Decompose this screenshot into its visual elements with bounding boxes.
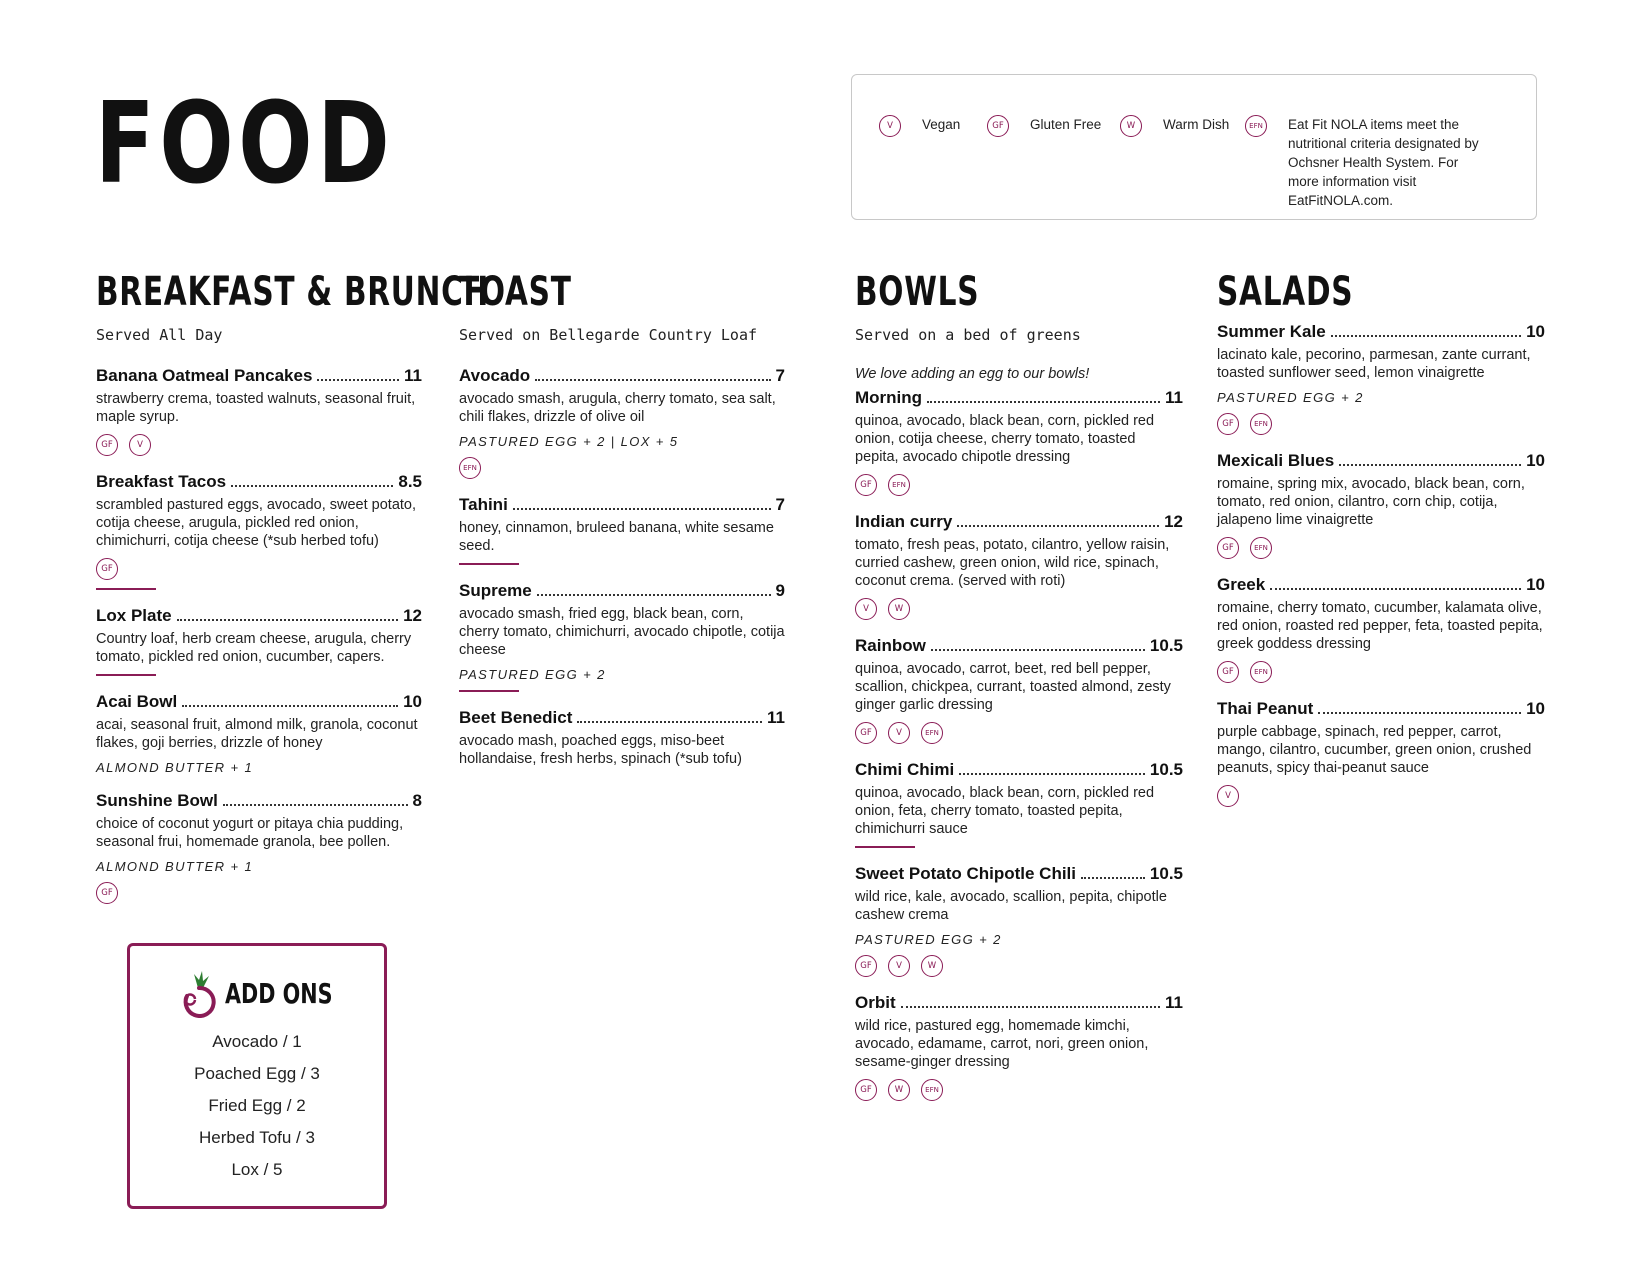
menu-item-description: quinoa, avocado, black bean, corn, pickled red onion, cotija cheese, cherry tomato, toasted pepita, avocado chipotle dressing: [855, 413, 1155, 465]
section-subtitle: Served on a bed of greens: [855, 326, 1081, 344]
section-toast: [459, 269, 785, 768]
section-title: BREAKFAST & BRUNCH: [96, 269, 490, 315]
menu-item-price: 12: [1164, 512, 1183, 531]
menu-item-name: Beet Benedict: [459, 708, 573, 727]
menu-item-description: quinoa, avocado, carrot, beet, red bell pepper, scallion, chickpea, currant, toasted almond, zesty ginger garlic dressing: [855, 661, 1171, 713]
add-ons-list: [130, 1026, 384, 1186]
dietary-icons: [855, 722, 1183, 744]
menu-item-header: [459, 708, 785, 728]
eat-fit-nola-icon: EFN: [1245, 115, 1267, 137]
menu-item-name: Thai Peanut: [1217, 699, 1314, 718]
dietary-legend: [851, 74, 1537, 220]
menu-item-description: acai, seasonal fruit, almond milk, granola, coconut flakes, goji berries, drizzle of honey: [96, 717, 418, 751]
dot-leader: [513, 508, 771, 510]
menu-item-price: 7: [775, 495, 785, 514]
menu-item: [459, 581, 785, 682]
legend-efn-label: Eat Fit NOLA items meet the nutritional criteria designated by Ochsner Health System. For more information visit EatFitNOLA.com.: [1288, 117, 1479, 208]
menu-item-price: 10.5: [1149, 864, 1183, 883]
menu-item: [855, 512, 1183, 620]
menu-item-price: 10: [403, 692, 422, 711]
legend-gluten-free: [987, 115, 1101, 137]
menu-item-price: 10.5: [1149, 760, 1183, 779]
legend-vegan-label: Vegan: [922, 117, 961, 132]
menu-item-description: wild rice, kale, avocado, scallion, pepita, chipotle cashew crema: [855, 889, 1167, 923]
menu-item-description: avocado mash, poached eggs, miso-beet hollandaise, fresh herbs, spinach (*sub tofu): [459, 733, 742, 767]
menu-item-header: [855, 864, 1183, 884]
menu-item-price: 11: [1165, 993, 1183, 1012]
menu-item-price: 11: [1165, 388, 1183, 407]
add-on-item: Fried Egg / 2: [208, 1096, 306, 1115]
menu-item: [855, 993, 1183, 1101]
menu-item-header: [1217, 322, 1545, 342]
menu-item-description: choice of coconut yogurt or pitaya chia pudding, seasonal frui, homemade granola, bee pollen.: [96, 816, 404, 850]
dot-leader: [1318, 712, 1521, 714]
section-divider: [96, 588, 156, 590]
menu-item-header: [96, 692, 422, 712]
vegan-icon: V: [1217, 785, 1239, 807]
menu-item-addon: PASTURED EGG + 2: [459, 667, 606, 682]
menu-item: [1217, 451, 1545, 559]
dietary-icons: [1217, 785, 1545, 807]
menu-item-price: 10: [1526, 575, 1545, 594]
menu-item-name: Mexicali Blues: [1217, 451, 1335, 470]
menu-item: [855, 388, 1183, 496]
warm-dish-icon: W: [921, 955, 943, 977]
menu-item: [96, 791, 422, 904]
menu-item-name: Lox Plate: [96, 606, 172, 625]
menu-item-header: [855, 636, 1183, 656]
dietary-icons: [1217, 413, 1545, 435]
dot-leader: [1081, 877, 1145, 879]
menu-item: [96, 366, 422, 456]
menu-item-description: honey, cinnamon, bruleed banana, white sesame seed.: [459, 520, 774, 554]
menu-item-name: Banana Oatmeal Pancakes: [96, 366, 313, 385]
warm-dish-icon: W: [888, 598, 910, 620]
menu-item: [1217, 575, 1545, 683]
legend-gluten-free-label: Gluten Free: [1030, 117, 1102, 132]
warm-dish-icon: W: [888, 1079, 910, 1101]
dot-leader: [957, 525, 1159, 527]
warm-dish-icon: W: [1120, 115, 1142, 137]
add-on-item: Lox / 5: [231, 1160, 283, 1179]
menu-item-description: strawberry crema, toasted walnuts, seasonal fruit, maple syrup.: [96, 391, 416, 425]
dietary-icons: [855, 598, 1183, 620]
legend-efn: [1245, 115, 1488, 210]
menu-item-description: Country loaf, herb cream cheese, arugula, cherry tomato, pickled red onion, cucumber, capers.: [96, 631, 412, 665]
dot-leader: [535, 379, 770, 381]
section-divider: [459, 690, 519, 692]
menu-item-list: [1217, 322, 1545, 807]
gluten-free-icon: GF: [987, 115, 1009, 137]
dot-leader: [231, 485, 393, 487]
menu-item-name: Sweet Potato Chipotle Chili: [855, 864, 1077, 883]
dietary-icons: [855, 955, 1183, 977]
menu-item-price: 7: [775, 366, 785, 385]
gluten-free-icon: GF: [855, 1079, 877, 1101]
menu-item: [96, 606, 422, 666]
eat-fit-nola-icon: EFN: [459, 457, 481, 479]
section-subtitle: Served on Bellegarde Country Loaf: [459, 326, 758, 344]
gluten-free-icon: GF: [96, 882, 118, 904]
legend-warm: [1120, 115, 1229, 137]
menu-item-description: avocado smash, fried egg, black bean, corn, cherry tomato, chimichurri, avocado chipotle, cotija cheese: [459, 606, 785, 658]
menu-item-list: [459, 366, 785, 768]
vegan-icon: V: [888, 722, 910, 744]
menu-item: [96, 692, 422, 775]
menu-item-header: [855, 512, 1183, 532]
dot-leader: [182, 705, 398, 707]
gluten-free-icon: GF: [96, 558, 118, 580]
dot-leader: [1331, 335, 1521, 337]
menu-item-price: 8.5: [398, 472, 422, 491]
section-title: SALADS: [1217, 269, 1354, 315]
menu-item: [855, 760, 1183, 838]
add-on-item: Poached Egg / 3: [194, 1064, 320, 1083]
eat-fit-nola-icon: EFN: [1250, 413, 1272, 435]
menu-item-header: [459, 366, 785, 386]
beet-logo-icon: [179, 968, 219, 1018]
menu-item: [1217, 699, 1545, 807]
eat-fit-nola-icon: EFN: [888, 474, 910, 496]
dietary-icons: [96, 882, 422, 904]
menu-item-header: [459, 495, 785, 515]
gluten-free-icon: GF: [1217, 537, 1239, 559]
dietary-icons: [1217, 537, 1545, 559]
vegan-icon: V: [879, 115, 901, 137]
section-bowls: [855, 269, 1183, 1101]
menu-item-header: [1217, 451, 1545, 471]
menu-item-name: Avocado: [459, 366, 531, 385]
menu-item-name: Summer Kale: [1217, 322, 1326, 341]
eat-fit-nola-icon: EFN: [1250, 537, 1272, 559]
dietary-icons: [1217, 661, 1545, 683]
dot-leader: [317, 379, 399, 381]
dot-leader: [537, 594, 771, 596]
menu-item: [855, 636, 1183, 744]
gluten-free-icon: GF: [96, 434, 118, 456]
menu-item: [459, 366, 785, 479]
add-ons-box: [127, 943, 387, 1209]
menu-item-price: 10.5: [1149, 636, 1183, 655]
menu-item-header: [459, 581, 785, 601]
menu-item-list: [855, 388, 1183, 1101]
menu-item-name: Indian curry: [855, 512, 953, 531]
menu-item-price: 12: [403, 606, 422, 625]
menu-item-header: [96, 366, 422, 386]
add-ons-title: ADD ONS: [225, 976, 333, 1010]
section-divider: [459, 563, 519, 565]
gluten-free-icon: GF: [1217, 661, 1239, 683]
menu-item-header: [1217, 699, 1545, 719]
eat-fit-nola-icon: EFN: [921, 1079, 943, 1101]
menu-item-addon: PASTURED EGG + 2 | LOX + 5: [459, 434, 679, 449]
menu-item-description: purple cabbage, spinach, red pepper, carrot, mango, cilantro, cucumber, green onion, crushed peanuts, spicy thai-peanut sauce: [1217, 724, 1532, 776]
menu-item-price: 9: [775, 581, 785, 600]
menu-item-header: [1217, 575, 1545, 595]
menu-item-list: [96, 366, 422, 904]
menu-item-description: scrambled pastured eggs, avocado, sweet potato, cotija cheese, arugula, pickled red onion, chimichurri, cotija cheese (*sub herbed tofu): [96, 497, 416, 549]
section-title: TOAST: [459, 269, 572, 315]
gluten-free-icon: GF: [855, 722, 877, 744]
menu-item-name: Orbit: [855, 993, 896, 1012]
menu-item-description: avocado smash, arugula, cherry tomato, sea salt, chili flakes, drizzle of olive oil: [459, 391, 776, 425]
menu-item-header: [96, 472, 422, 492]
menu-item-description: quinoa, avocado, black bean, corn, pickled red onion, feta, cherry tomato, toasted pepita, chimichurri sauce: [855, 785, 1155, 837]
menu-item-name: Greek: [1217, 575, 1266, 594]
menu-item-header: [96, 606, 422, 626]
menu-item-name: Chimi Chimi: [855, 760, 955, 779]
dietary-icons: [855, 474, 1183, 496]
add-on-item: Herbed Tofu / 3: [199, 1128, 315, 1147]
section-note: We love adding an egg to our bowls!: [855, 366, 1090, 382]
menu-item-price: 10: [1526, 699, 1545, 718]
menu-item-addon: ALMOND BUTTER + 1: [96, 859, 254, 874]
vegan-icon: V: [129, 434, 151, 456]
dot-leader: [931, 649, 1145, 651]
menu-item: [459, 495, 785, 555]
menu-item-name: Rainbow: [855, 636, 926, 655]
dot-leader: [577, 721, 762, 723]
menu-item-description: lacinato kale, pecorino, parmesan, zante currant, toasted sunflower seed, lemon vinaigrette: [1217, 347, 1531, 381]
legend-warm-label: Warm Dish: [1163, 117, 1230, 132]
menu-item-price: 10: [1526, 451, 1545, 470]
eat-fit-nola-icon: EFN: [921, 722, 943, 744]
gluten-free-icon: GF: [855, 955, 877, 977]
menu-item-name: Acai Bowl: [96, 692, 178, 711]
vegan-icon: V: [888, 955, 910, 977]
dietary-icons: [855, 1079, 1183, 1101]
add-on-item: Avocado / 1: [212, 1032, 302, 1051]
section-salads: [1217, 269, 1545, 807]
menu-item: [1217, 322, 1545, 435]
section-divider: [855, 846, 915, 848]
gluten-free-icon: GF: [1217, 413, 1239, 435]
menu-item-description: romaine, spring mix, avocado, black bean, corn, tomato, red onion, cilantro, corn chip, cotija, jalapeno lime vinaigrette: [1217, 476, 1525, 528]
menu-item-addon: PASTURED EGG + 2: [1217, 390, 1364, 405]
dot-leader: [1270, 588, 1521, 590]
menu-item-addon: ALMOND BUTTER + 1: [96, 760, 254, 775]
dietary-icons: [96, 434, 422, 456]
menu-item: [96, 472, 422, 580]
menu-item-price: 8: [412, 791, 422, 810]
section-title: BOWLS: [855, 269, 980, 315]
dot-leader: [927, 401, 1160, 403]
eat-fit-nola-icon: EFN: [1250, 661, 1272, 683]
dot-leader: [1339, 464, 1521, 466]
menu-item-addon: PASTURED EGG + 2: [855, 932, 1002, 947]
dot-leader: [901, 1006, 1160, 1008]
dot-leader: [177, 619, 398, 621]
menu-item-description: wild rice, pastured egg, homemade kimchi, avocado, edamame, carrot, nori, green onion, sesame-ginger dressing: [855, 1018, 1149, 1070]
legend-vegan: [879, 115, 960, 137]
vegan-icon: V: [855, 598, 877, 620]
menu-item: [855, 864, 1183, 977]
menu-item-header: [96, 791, 422, 811]
menu-item-price: 11: [404, 366, 422, 385]
menu-item-name: Breakfast Tacos: [96, 472, 227, 491]
menu-item-header: [855, 993, 1183, 1013]
menu-item-name: Supreme: [459, 581, 532, 600]
menu-item-header: [855, 388, 1183, 408]
menu-item-description: romaine, cherry tomato, cucumber, kalamata olive, red onion, roasted red pepper, feta, toasted pepita, greek goddess dressing: [1217, 600, 1543, 652]
menu-item-description: tomato, fresh peas, potato, cilantro, yellow raisin, curried cashew, green onion, wild rice, spinach, coconut crema. (served with roti): [855, 537, 1170, 589]
dietary-icons: [96, 558, 422, 580]
section-divider: [96, 674, 156, 676]
dietary-icons: [459, 457, 785, 479]
dot-leader: [959, 773, 1145, 775]
menu-item-name: Sunshine Bowl: [96, 791, 218, 810]
menu-item-name: Morning: [855, 388, 923, 407]
gluten-free-icon: GF: [855, 474, 877, 496]
menu-item-header: [855, 760, 1183, 780]
menu-item-name: Tahini: [459, 495, 508, 514]
section-subtitle: Served All Day: [96, 326, 223, 344]
menu-item-price: 11: [767, 708, 785, 727]
page-title: FOOD: [95, 79, 395, 209]
menu-item: [459, 708, 785, 768]
dot-leader: [223, 804, 408, 806]
menu-item-price: 10: [1526, 322, 1545, 341]
add-ons-header: [130, 968, 384, 1018]
